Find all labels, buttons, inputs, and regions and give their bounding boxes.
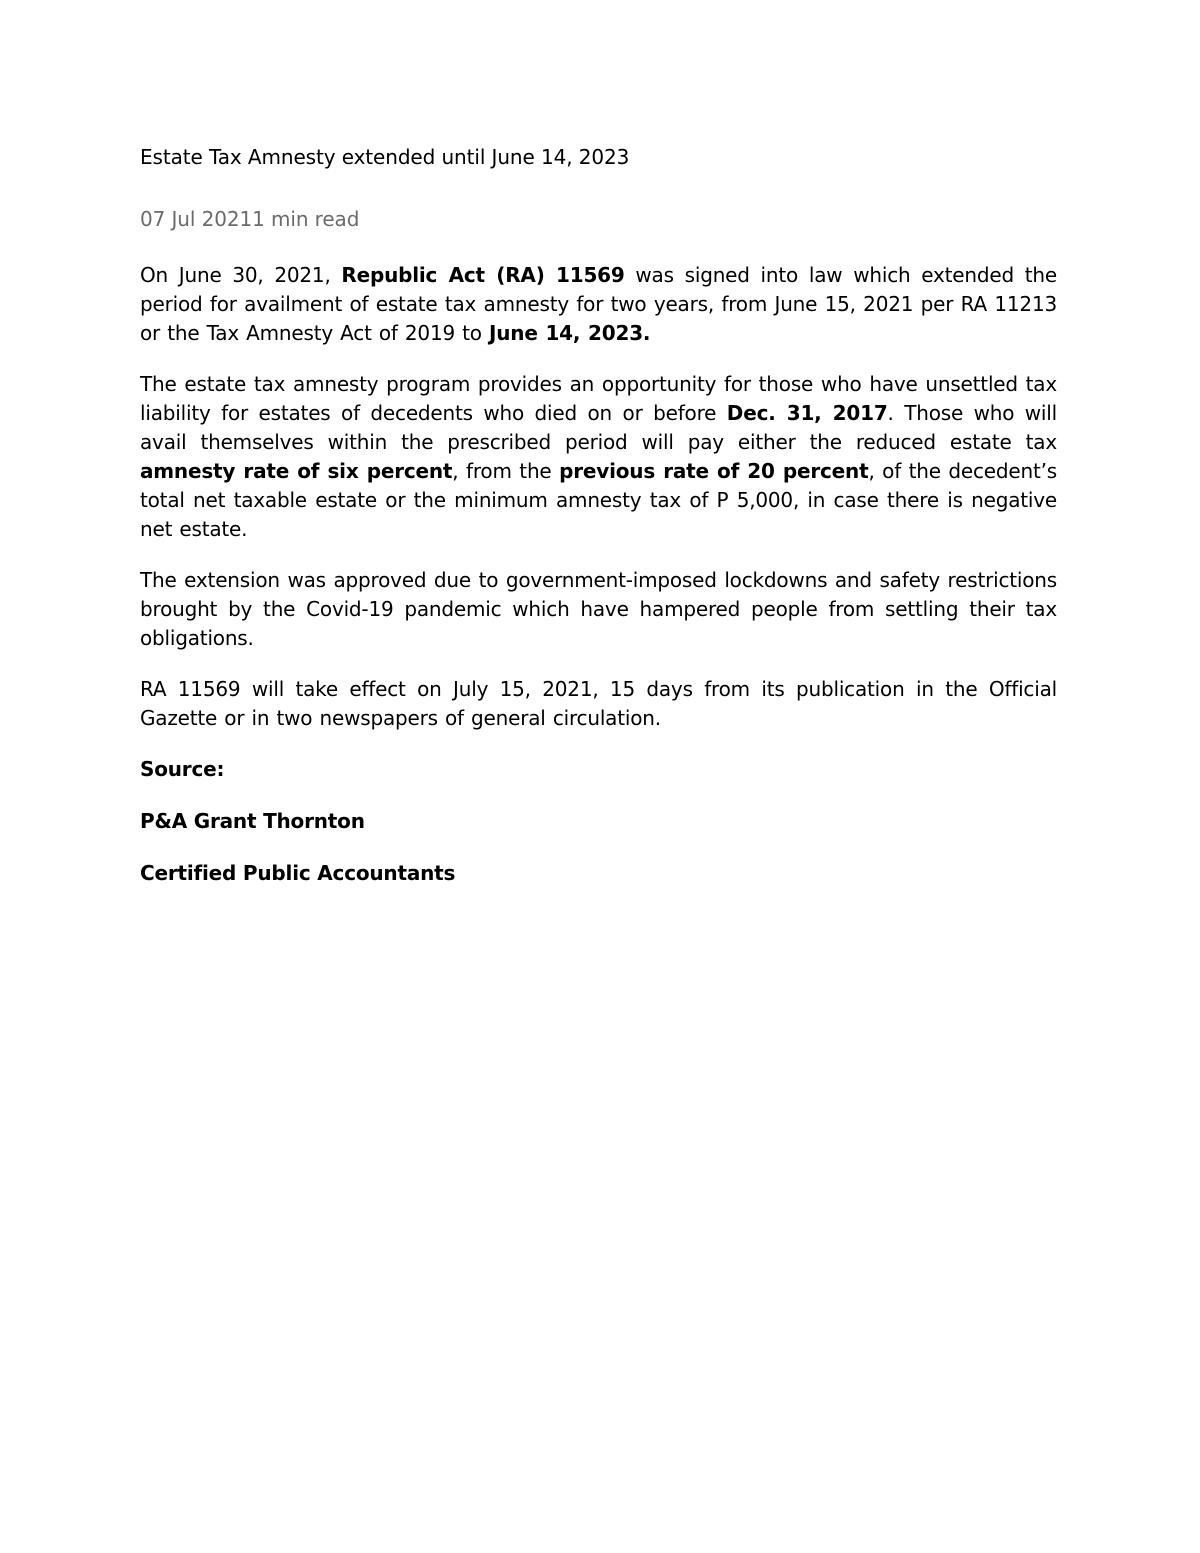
source-description: Certified Public Accountants xyxy=(140,861,456,885)
text-segment: . Those who will avail themselves within the prescribed period will pay either the reduced estate tax xyxy=(140,401,1057,454)
article-meta: 07 Jul 20211 min read xyxy=(140,207,360,231)
text-segment: was signed into law which extended the period for availment of estate tax amnesty for two years, from June 15, 2021 per RA 11213 or the Tax Amnesty Act of 2019 to xyxy=(140,263,1057,345)
source-organization: P&A Grant Thornton xyxy=(140,809,365,833)
paragraph-enactment xyxy=(140,261,1057,348)
document-page xyxy=(140,141,1057,911)
text-segment: The estate tax amnesty program provides an opportunity for those who have unsettled tax liability for estates of decedents who died on or before xyxy=(140,372,1057,425)
bold-previous-rate: previous rate of 20 percent xyxy=(559,459,869,483)
bold-cutoff-date: Dec. 31, 2017 xyxy=(726,401,888,425)
bold-amnesty-rate: amnesty rate of six percent xyxy=(140,459,453,483)
paragraph-extension-reason: The extension was approved due to government-imposed lockdowns and safety restrictions brought by the Covid-19 pandemic which have hampered people from settling their tax obligations. xyxy=(140,568,1057,650)
paragraph-effectivity: RA 11569 will take effect on July 15, 2021, 15 days from its publication in the Official Gazette or in two newspapers of general circulation. xyxy=(140,677,1057,730)
text-segment: , of the decedent’s total net taxable estate or the minimum amnesty tax of P 5,000, in case there is negative net estate. xyxy=(140,459,1057,541)
paragraph-program xyxy=(140,370,1057,544)
text-segment: , from the xyxy=(452,459,560,483)
article-title: Estate Tax Amnesty extended until June 14, 2023 xyxy=(140,145,630,169)
text-segment: On June 30, 2021, xyxy=(140,263,342,287)
bold-deadline-date: June 14, 2023. xyxy=(489,321,651,345)
bold-republic-act: Republic Act (RA) 11569 xyxy=(341,263,625,287)
source-label: Source: xyxy=(140,757,225,781)
